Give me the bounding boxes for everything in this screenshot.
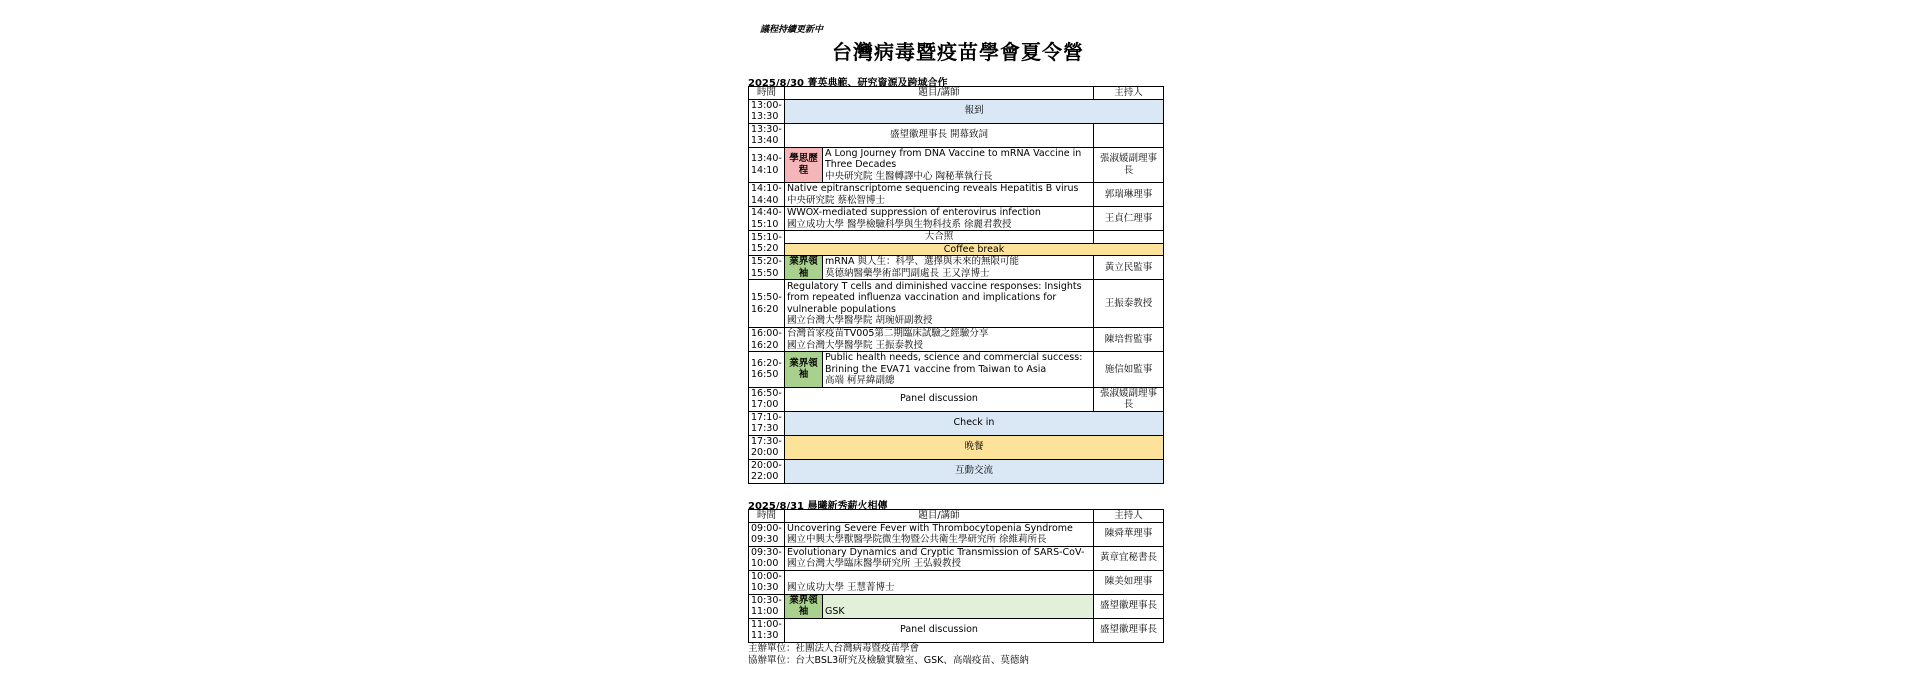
category-tag: 業界領袖 [785, 594, 823, 618]
row-time: 11:00- 11:30 [749, 618, 785, 642]
organizer: 主辦單位：社團法人台灣病毒暨疫苗學會 [748, 643, 920, 654]
row-host: 張淑媛副理事長 [1094, 147, 1164, 183]
day1-schedule-table [748, 86, 1164, 484]
header-topic: 題目/講師 [785, 510, 1094, 523]
category-tag: 學思歷程 [785, 147, 823, 183]
talk-title: Native epitranscriptome sequencing reveals Hepatitis B virus [787, 183, 1079, 194]
talk-speaker: 中央研究院 蔡松智博士 [787, 194, 886, 206]
talk-speaker: 莫德納醫藥學術部門副處長 王又淳博士 [825, 267, 990, 279]
talk-title: 台灣首家疫苗TV005第二期臨床試驗之經驗分享 [787, 328, 989, 339]
row-time: 10:00- 10:30 [749, 570, 785, 594]
row-time: 15:10- 15:20 [749, 231, 785, 256]
talk-speaker: 國立台灣大學醫學院 胡琬妍副教授 [787, 315, 933, 326]
day2-heading: 2025/8/31 晨曦新秀薪火相傳 [748, 501, 888, 512]
table-row [749, 99, 1164, 123]
row-talk [823, 352, 1094, 388]
talk-speaker: 國立成功大學 醫學檢驗科學與生物科技系 徐麗君教授 [787, 218, 1012, 230]
row-host: 黃章宜秘書長 [1094, 546, 1164, 570]
table-row [749, 280, 1164, 328]
row-host: 王振泰教授 [1094, 280, 1164, 328]
row-host: 黃立民監事 [1094, 256, 1164, 280]
row-time: 20:00- 22:00 [749, 459, 785, 483]
row-topic: 報到 [785, 99, 1164, 123]
header-time: 時間 [749, 510, 785, 523]
table-header-row [749, 510, 1164, 523]
table-row [749, 594, 1164, 618]
coffee-break: Coffee break [785, 243, 1164, 256]
row-time: 16:50- 17:00 [749, 387, 785, 411]
table-row [749, 618, 1164, 642]
table-row [749, 435, 1164, 459]
row-topic: Check in [785, 411, 1164, 435]
row-host: 施信如監事 [1094, 352, 1164, 388]
talk-speaker: GSK [825, 606, 845, 617]
table-row [749, 522, 1164, 546]
talk-speaker: 國立中興大學獸醫學院微生物暨公共衛生學研究所 徐維莉所長 [787, 534, 1047, 545]
talk-title: mRNA 與人生：科學、選擇與未來的無限可能 [825, 256, 1019, 267]
table-row [749, 411, 1164, 435]
table-row [749, 570, 1164, 594]
table-row [749, 231, 1164, 244]
table-row [749, 256, 1164, 280]
talk-speaker: 國立台灣大學臨床醫學研究所 王弘毅教授 [787, 558, 962, 569]
row-time: 13:40- 14:10 [749, 147, 785, 183]
talk-speaker: 國立成功大學 王慧菁博士 [787, 582, 895, 593]
row-time: 09:30- 10:00 [749, 546, 785, 570]
talk-speaker: 國立台灣大學醫學院 王振泰教授 [787, 339, 924, 351]
row-time: 15:50- 16:20 [749, 280, 785, 328]
row-time: 10:30- 11:00 [749, 594, 785, 618]
row-topic: Panel discussion [785, 618, 1094, 642]
row-host: 陳美如理事 [1094, 570, 1164, 594]
row-topic: 互動交流 [785, 459, 1164, 483]
talk-title: Evolutionary Dynamics and Cryptic Transmission of SARS-CoV- [787, 546, 1085, 558]
row-topic: 晚餐 [785, 435, 1164, 459]
row-talk [785, 570, 1094, 594]
talk-title: Uncovering Severe Fever with Thrombocytopenia Syndrome [787, 522, 1073, 534]
row-host: 王貞仁理事 [1094, 207, 1164, 231]
row-time: 09:00- 09:30 [749, 522, 785, 546]
co-organizer: 協辦單位：台大BSL3研究及檢驗實驗室、GSK、高端疫苗、莫德納 [748, 655, 1029, 666]
table-row [749, 387, 1164, 411]
row-time: 16:20- 16:50 [749, 352, 785, 388]
header-host: 主持人 [1094, 87, 1164, 100]
day1-heading: 2025/8/30 菁英典範、研究資源及跨域合作 [748, 78, 948, 89]
table-row [749, 147, 1164, 183]
row-time: 17:30- 20:00 [749, 435, 785, 459]
row-talk [785, 207, 1094, 231]
table-row [749, 352, 1164, 388]
table-row [749, 123, 1164, 147]
table-row [749, 459, 1164, 483]
talk-title: Regulatory T cells and diminished vaccine responses: Insights from repeated influenza vaccination and implications for vulnerable populations [787, 280, 1082, 315]
header-host: 主持人 [1094, 510, 1164, 523]
row-talk [785, 183, 1094, 207]
table-row [749, 328, 1164, 352]
talk-speaker: 中央研究院 生醫轉譯中心 陶秘華執行長 [825, 170, 993, 182]
group-photo: 大合照 [785, 231, 1094, 244]
table-row [749, 243, 1164, 256]
row-talk [823, 594, 1094, 618]
talk-title: Public health needs, science and commercial success: Brining the EVA71 vaccine from Taiwan to Asia [825, 352, 1083, 375]
row-time: 13:30- 13:40 [749, 123, 785, 147]
header-time: 時間 [749, 87, 785, 100]
row-host: 張淑媛副理事長 [1094, 387, 1164, 411]
row-time: 14:40- 15:10 [749, 207, 785, 231]
row-time: 14:10- 14:40 [749, 183, 785, 207]
row-host: 陳培哲監事 [1094, 328, 1164, 352]
row-host: 盛望徽理事長 [1094, 618, 1164, 642]
table-row [749, 207, 1164, 231]
row-host: 盛望徽理事長 [1094, 594, 1164, 618]
day2-schedule-table [748, 509, 1164, 643]
row-host [1094, 231, 1164, 244]
row-talk [785, 280, 1094, 328]
row-talk [785, 546, 1094, 570]
row-talk [785, 522, 1094, 546]
table-row [749, 183, 1164, 207]
row-talk [785, 328, 1094, 352]
category-tag: 業界領袖 [785, 352, 823, 388]
row-time: 16:00- 16:20 [749, 328, 785, 352]
row-topic: 盛望徽理事長 開幕致詞 [785, 123, 1094, 147]
page-title: 台灣病毒暨疫苗學會夏令營 [832, 40, 1084, 64]
row-talk [823, 147, 1094, 183]
row-host: 陳舜華理事 [1094, 522, 1164, 546]
category-tag: 業界領袖 [785, 256, 823, 280]
talk-title: WWOX-mediated suppression of enterovirus infection [787, 207, 1041, 218]
row-time: 15:20- 15:50 [749, 256, 785, 280]
row-talk [823, 256, 1094, 280]
footer [748, 643, 1029, 667]
talk-title: A Long Journey from DNA Vaccine to mRNA Vaccine in Three Decades [825, 147, 1082, 170]
talk-speaker: 高端 柯昇緯副總 [825, 375, 895, 386]
row-time: 17:10- 17:30 [749, 411, 785, 435]
table-row [749, 546, 1164, 570]
row-host [1094, 123, 1164, 147]
table-header-row [749, 87, 1164, 100]
row-host: 郭瑞琳理事 [1094, 183, 1164, 207]
header-topic: 題目/講師 [785, 87, 1094, 100]
row-topic: Panel discussion [785, 387, 1094, 411]
update-notice: 議程持續更新中 [760, 25, 824, 35]
row-time: 13:00- 13:30 [749, 99, 785, 123]
